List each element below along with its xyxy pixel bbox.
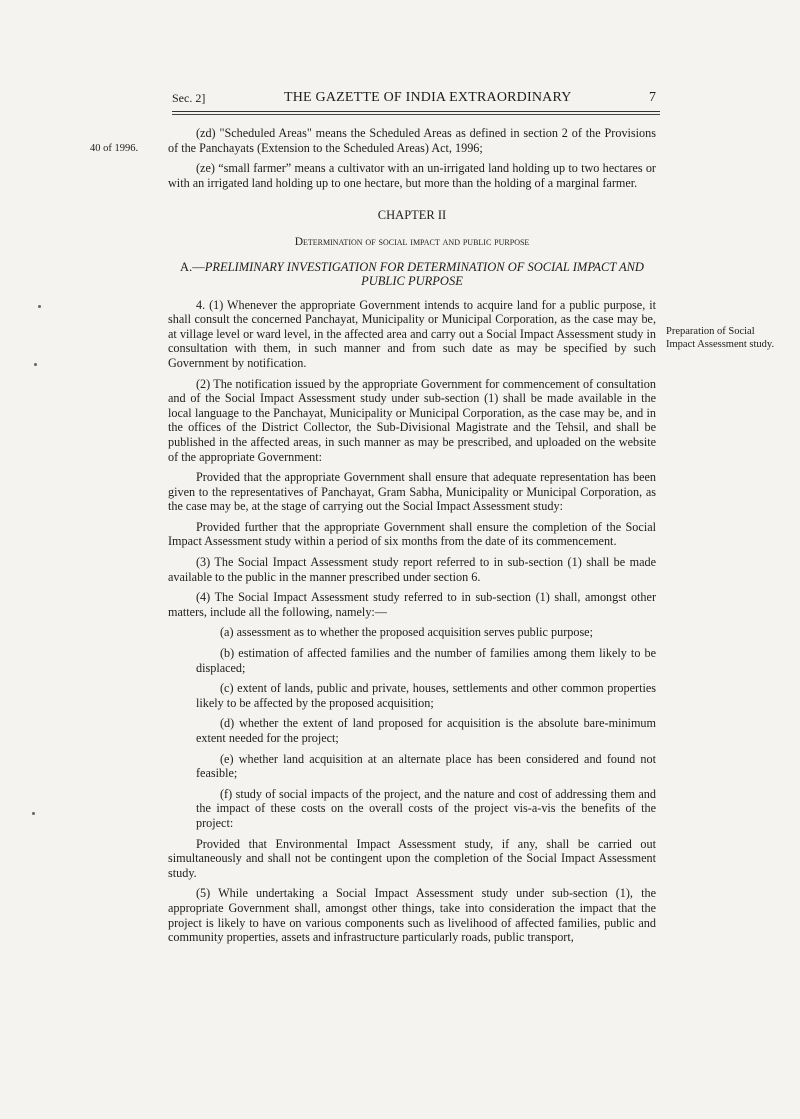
item-e: (e) whether land acquisition at an alternate place has been considered and found not feasible; bbox=[196, 751, 656, 781]
scan-speck bbox=[38, 305, 41, 308]
header-rule-bottom bbox=[172, 114, 660, 115]
proviso-3: Provided that Environmental Impact Assessment study, if any, shall be carried out simultaneously and shall not be contingent upon the completion of the Social Impact Assessment study. bbox=[168, 836, 656, 880]
chapter-subtitle: Determination of social impact and public purpose bbox=[294, 235, 530, 248]
header-rule-top bbox=[172, 111, 660, 112]
proviso-1: Provided that the appropriate Government shall ensure that adequate representation has been given to the representatives of Panchayat, Gram Sabha, Municipality or Municipal Corporation, as the case may be, at the stage of carrying out the Social Impact Assessment study: bbox=[168, 470, 656, 514]
gazette-title: THE GAZETTE OF INDIA EXTRAORDINARY bbox=[284, 90, 572, 105]
scan-speck bbox=[32, 812, 35, 815]
item-d: (d) whether the extent of land proposed for acquisition is the absolute bare-minimum extent needed for the project; bbox=[196, 716, 656, 745]
scan-speck bbox=[34, 363, 37, 366]
section-4-1: 4. (1) Whenever the appropriate Government intends to acquire land for a public purpose, it shall consult the concerned Panchayat, Municipality or Municipal Corporation, as the case may be, at village level or ward level, in the affected area and carry out a Social Impact Assessment study in consultation with them, in such manner and from such date as may be specified by such Government by notification. bbox=[168, 297, 656, 370]
section-4-5: (5) While undertaking a Social Impact Assessment study under sub-section (1), the appropriate Government shall, amongst other things, take into consideration the impact that the project is likely to have on various components such as livelihood of affected families, public and community properties, assets and infrastructure particularly roads, public transport, bbox=[168, 886, 656, 945]
section-4-2: (2) The notification issued by the appropriate Government for commencement of consultation and of the Social Impact Assessment study under sub-section (1) shall be made available in the local language to the Panchayat, Municipality or Municipal Corporation, as the case may be, and in the offices of the District Collector, the Sub-Divisional Magistrate and the Tehsil, and shall be published in the affected areas, in such manner as may be prescribed, and uploaded on the website of the appropriate Government: bbox=[168, 376, 656, 464]
document-body bbox=[168, 126, 656, 951]
section-ref: Sec. 2] bbox=[172, 91, 206, 105]
chapter-title: CHAPTER II bbox=[377, 208, 447, 223]
section-4-4: (4) The Social Impact Assessment study referred to in sub-section (1) shall, amongst other matters, include all the following, namely:— bbox=[168, 590, 656, 619]
item-a: (a) assessment as to whether the proposed acquisition serves public purpose; bbox=[220, 625, 593, 640]
margin-note-preparation: Preparation of Social Impact Assessment study. bbox=[666, 326, 775, 350]
item-f: (f) study of social impacts of the project, and the nature and cost of addressing them and the impact of these costs on the overall costs of the project vis-a-vis the benefits of the project: bbox=[196, 786, 656, 830]
section-heading bbox=[168, 260, 656, 288]
definition-zd: (zd) "Scheduled Areas" means the Scheduled Areas as defined in section 2 of the Provisions of the Panchayats (Extension to the Scheduled Areas) Act, 1996; bbox=[168, 126, 656, 155]
page-header bbox=[172, 90, 660, 112]
section-heading-prefix: A.— bbox=[180, 259, 205, 274]
section-4-3: (3) The Social Impact Assessment study report referred to in sub-section (1) shall be made available to the public in the manner prescribed under section 6. bbox=[168, 555, 656, 584]
page-number: 7 bbox=[649, 90, 656, 105]
section-heading-text: PRELIMINARY INVESTIGATION FOR DETERMINATION OF SOCIAL IMPACT AND PUBLIC PURPOSE bbox=[204, 259, 644, 288]
definition-ze: (ze) “small farmer” means a cultivator with an un-irrigated land holding up to two hectares or with an irrigated land holding up to one hectare, but more than the holding of a marginal farmer. bbox=[168, 161, 656, 190]
item-b: (b) estimation of affected families and the number of families among them likely to be displaced; bbox=[196, 646, 656, 675]
proviso-2: Provided further that the appropriate Government shall ensure the completion of the Social Impact Assessment study within a period of six months from the date of its commencement. bbox=[168, 519, 656, 549]
margin-act-reference: 40 of 1996. bbox=[90, 143, 139, 154]
item-c: (c) extent of lands, public and private, houses, settlements and other common properties likely to be affected by the proposed acquisition; bbox=[196, 681, 656, 710]
